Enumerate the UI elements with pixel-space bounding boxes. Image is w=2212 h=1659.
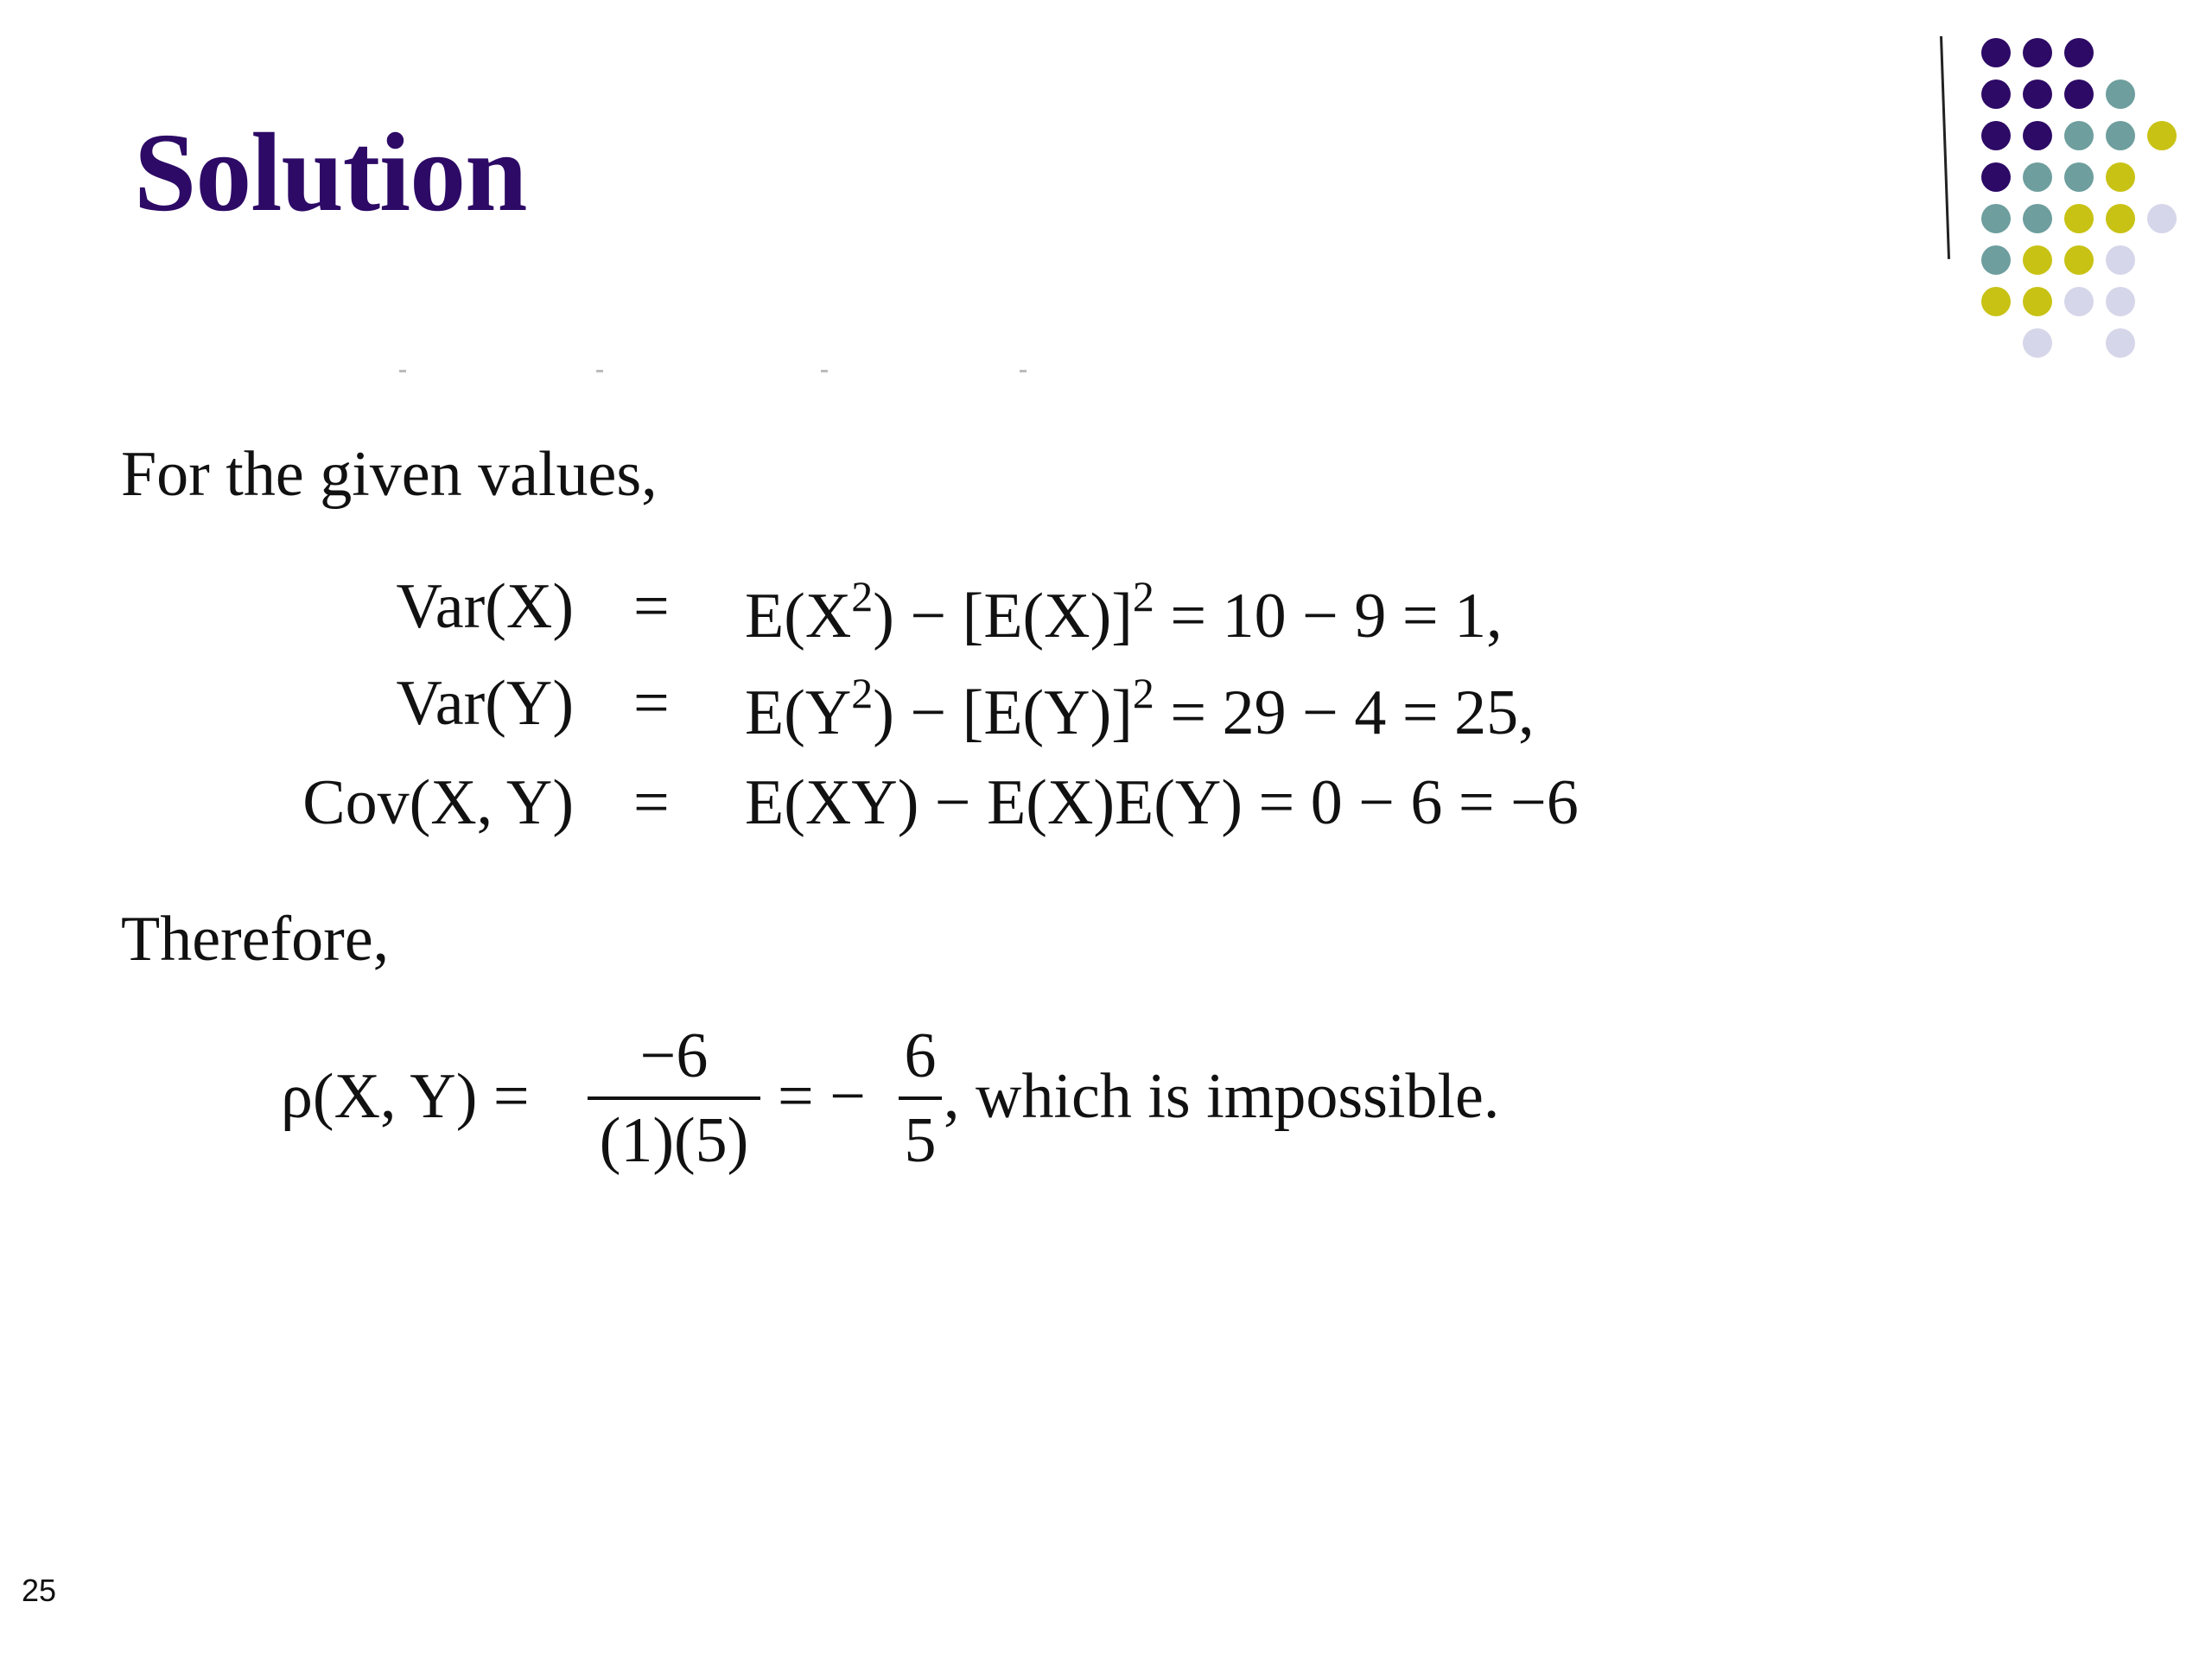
decorative-dot (2106, 79, 2135, 109)
fraction-1-numerator: −6 (639, 1020, 709, 1091)
equation-2-equals: = (633, 668, 670, 739)
slide-title: Solution (134, 111, 527, 235)
fraction-2-denominator: 5 (904, 1105, 937, 1176)
equation-2-rhs-c: = 29 − 4 = 25, (1154, 677, 1535, 748)
decorative-dot (2064, 245, 2094, 275)
decorative-dot (1981, 162, 2011, 192)
equation-3-equals: = (633, 767, 670, 838)
decorative-dot (1981, 121, 2011, 150)
decorative-dot (2106, 245, 2135, 275)
decorative-dot (1981, 287, 2011, 316)
page-number: 25 (22, 1573, 57, 1608)
equation-1-rhs (745, 572, 1503, 652)
decorative-dot (2023, 79, 2052, 109)
equation-2-sup-b: 2 (1132, 669, 1154, 717)
equation-2-rhs-b: ) − [E(Y)] (873, 677, 1133, 748)
correlation-lhs: ρ(X, Y) = (281, 1061, 530, 1132)
decorative-dot (2023, 121, 2052, 150)
fraction-2-bar (899, 1096, 942, 1100)
correlation-tail: , which is impossible. (944, 1061, 1500, 1132)
decorative-dot (2106, 287, 2135, 316)
decorative-dot (2064, 162, 2094, 192)
equation-3-rhs: E(XY) − E(X)E(Y) = 0 − 6 = −6 (745, 767, 1579, 838)
decorative-dot (1981, 204, 2011, 233)
decorative-dot (2023, 204, 2052, 233)
equation-2-lhs: Var(Y) (396, 668, 574, 739)
decorative-dot (2064, 204, 2094, 233)
equation-2-rhs-a: E(Y (745, 677, 852, 748)
equation-3-lhs: Cov(X, Y) (302, 767, 574, 838)
equation-1-rhs-a: E(X (745, 581, 852, 652)
decorative-dot (2147, 121, 2177, 150)
equation-1-sup-a: 2 (851, 572, 874, 620)
therefore-text: Therefore, (121, 904, 390, 975)
decorative-dot (2023, 328, 2052, 358)
equation-1-sup-b: 2 (1132, 572, 1154, 620)
decorative-dot (1981, 245, 2011, 275)
decorative-dot (2106, 204, 2135, 233)
decorative-dot (1981, 38, 2011, 67)
decorative-dot (2106, 162, 2135, 192)
equation-1-rhs-b: ) − [E(X)] (873, 581, 1133, 652)
fraction-2-numerator: 6 (904, 1020, 937, 1091)
equation-2-rhs (745, 669, 1535, 748)
decorative-dot (2064, 121, 2094, 150)
equation-1-rhs-c: = 10 − 9 = 1, (1154, 581, 1503, 652)
fraction-1-denominator: (1)(5) (599, 1105, 749, 1176)
intro-text: For the given values, (121, 439, 658, 510)
decorative-dot (2023, 287, 2052, 316)
decorative-dot (2106, 121, 2135, 150)
decorative-dot (2064, 79, 2094, 109)
decorative-dot (2023, 162, 2052, 192)
decorative-dot (2023, 245, 2052, 275)
correlation-fraction-1 (588, 1020, 760, 1176)
decorative-dot (2064, 287, 2094, 316)
title-divider-line (1940, 36, 1950, 259)
decorative-dot (2106, 328, 2135, 358)
equation-1-equals: = (633, 571, 670, 642)
correlation-fraction-2 (899, 1020, 942, 1176)
equation-2-sup-a: 2 (851, 669, 874, 717)
equation-1-lhs: Var(X) (396, 571, 574, 642)
decorative-dot (2023, 38, 2052, 67)
decorative-dot (1981, 79, 2011, 109)
correlation-mid: = − (778, 1061, 866, 1132)
decorative-dot (2147, 204, 2177, 233)
decorative-dot (2064, 38, 2094, 67)
fraction-1-bar (588, 1096, 760, 1100)
